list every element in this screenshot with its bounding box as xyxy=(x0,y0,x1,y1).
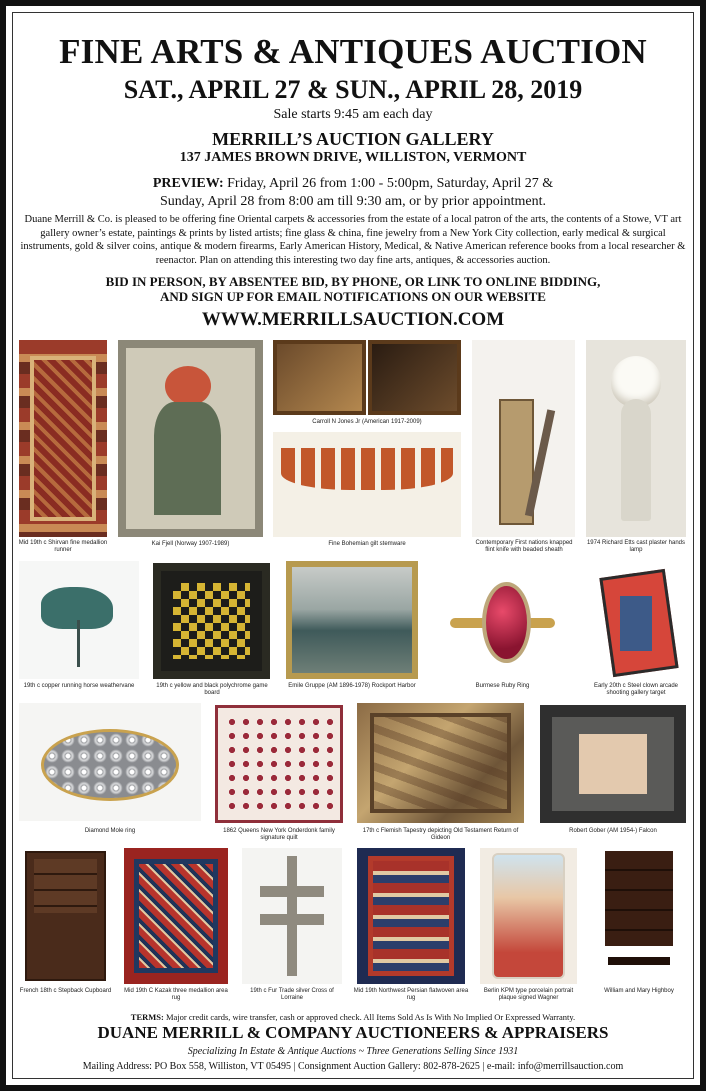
lot-photo-cross-of-lorraine xyxy=(242,848,342,984)
lot-caption: 19th c Fur Trade silver Cross of Lorraine xyxy=(250,988,334,1001)
start-time: Sale starts 9:45 am each day xyxy=(273,107,433,122)
lot-photo-flint-knife-sheath xyxy=(472,340,575,537)
lot-photo-clown-target xyxy=(586,561,686,679)
lot-caption: William and Mary Highboy xyxy=(604,988,674,994)
lot-photo-shirvan-runner xyxy=(19,340,107,537)
lot-caption: Mid 19th C Kazak three medallion area rug xyxy=(124,988,228,1001)
lot-photo-kazak-rug xyxy=(124,848,228,984)
preview-label: PREVIEW: xyxy=(152,176,224,191)
lot-caption: 19th c copper running horse weathervane xyxy=(23,683,135,689)
gallery-name: MERRILL’S AUCTION GALLERY xyxy=(212,129,494,149)
lot-caption: Robert Gober (AM 1954-) Falcon xyxy=(569,828,657,834)
lot-photo-hands-lamp xyxy=(586,340,686,537)
preview-line-1: Friday, April 26 from 1:00 - 5:00pm, Saturday, April 27 & xyxy=(223,176,554,191)
lot-caption: 17th c Flemish Tapestry depicting Old Testament Return of Gideon xyxy=(362,828,519,841)
lot-photo-signature-quilt xyxy=(215,705,343,823)
lot-caption: 1862 Queens New York Onderdonk family signature quilt xyxy=(223,828,335,841)
lot-photo-persian-flatweave-rug xyxy=(357,848,465,984)
lot-photo-horse-weathervane xyxy=(19,561,139,679)
lot-photo-rockport-harbor-painting xyxy=(286,561,418,679)
lot-photo-diamond-ring xyxy=(19,703,201,821)
auction-title: FINE ARTS & ANTIQUES AUCTION xyxy=(59,32,647,71)
lot-caption: Burmese Ruby Ring xyxy=(475,683,530,689)
lot-photo-stepback-cupboard xyxy=(19,848,112,984)
auction-description: Duane Merrill & Co. is pleased to be offering fine Oriental carpets & accessories from the estate of a local patron of the arts, the contents of a Stowe, VT art gallery owner’s estate, paintings & prints by listed artists; fine glass & china, fine jewelry from a New York City collection, early medical & surgical instruments, gold & silver coins, antique & modern firearms, Early American History, Medical, & Native American reference books from a local researcher & reenactor. Plan on attending this interesting two day fine arts, antiques, & accessories auction. xyxy=(20,214,686,266)
website-link[interactable]: WWW.MERRILLSAUCTION.COM xyxy=(201,309,505,330)
contact-info: Mailing Address: PO Box 558, Williston, VT 05495 | Consignment Auction Gallery: 802-878-2625 | e-mail: info@merrillsauction.com xyxy=(82,1061,624,1072)
lot-caption: Diamond Mole ring xyxy=(84,828,136,834)
lot-caption: Mid 19th c Shirvan fine medallion runner xyxy=(18,540,108,553)
lot-caption: Mid 19th Northwest Persian flatwoven area rug xyxy=(353,988,469,1001)
lot-caption: Early 20th c Steel clown arcade shooting gallery target xyxy=(593,683,679,696)
lot-photo-ruby-ring xyxy=(430,561,575,679)
lot-caption: Contemporary First nations knapped flint knife with beaded sheath xyxy=(475,540,573,553)
terms-text: Major credit cards, wire transfer, cash or approved check. All Items Sold As Is With No Implied Or Expressed Warranty. xyxy=(163,1012,576,1022)
firm-name: DUANE MERRILL & COMPANY AUCTIONEERS & APPRAISERS xyxy=(97,1023,609,1042)
lot-caption: 19th c yellow and black polychrome game board xyxy=(156,683,268,696)
preview-info xyxy=(0,175,706,211)
lot-caption: Berlin KPM type porcelain portrait plaque signed Wagner xyxy=(483,988,574,1001)
lot-photo-rooster-painting-1 xyxy=(273,340,366,415)
gallery-address: 137 JAMES BROWN DRIVE, WILLISTON, VERMONT xyxy=(179,150,527,165)
lot-photo-kai-fjell-painting xyxy=(118,340,263,537)
lot-photo-game-board xyxy=(153,563,270,679)
bid-line-1: BID IN PERSON, BY ABSENTEE BID, BY PHONE, OR LINK TO ONLINE BIDDING, xyxy=(105,274,601,289)
bid-info xyxy=(0,274,706,304)
auction-dates: SAT., APRIL 27 & SUN., APRIL 28, 2019 xyxy=(123,75,583,104)
lot-caption: French 18th c Stepback Cupboard xyxy=(19,988,112,994)
preview-line-2: Sunday, April 28 from 8:00 am till 9:30 am, or by prior appointment. xyxy=(160,194,546,209)
lot-caption: Fine Bohemian gilt stemware xyxy=(328,541,406,547)
lot-caption: Emile Gruppe (AM 1896-1978) Rockport Harbor xyxy=(288,683,416,689)
terms-line xyxy=(0,1012,706,1022)
lot-caption: Carroll N Jones Jr (American 1917-2009) xyxy=(312,419,422,425)
lot-photo-rooster-painting-2 xyxy=(368,340,461,415)
lot-photo-bohemian-stemware xyxy=(273,432,461,537)
lot-caption: 1974 Richard Etts cast plaster hands lamp xyxy=(586,540,686,553)
firm-tagline: Specializing In Estate & Antique Auctions ~ Three Generations Selling Since 1931 xyxy=(187,1046,519,1057)
lot-photo-gober-falcon xyxy=(540,705,686,823)
lot-photo-flemish-tapestry xyxy=(357,703,524,823)
lot-photo-kpm-plaque xyxy=(480,848,577,984)
terms-label: TERMS: xyxy=(130,1012,164,1022)
lot-photo-highboy xyxy=(592,848,686,984)
bid-line-2: AND SIGN UP FOR EMAIL NOTIFICATIONS ON OUR WEBSITE xyxy=(160,289,546,304)
lot-caption: Kai Fjell (Norway 1907-1989) xyxy=(151,541,230,547)
